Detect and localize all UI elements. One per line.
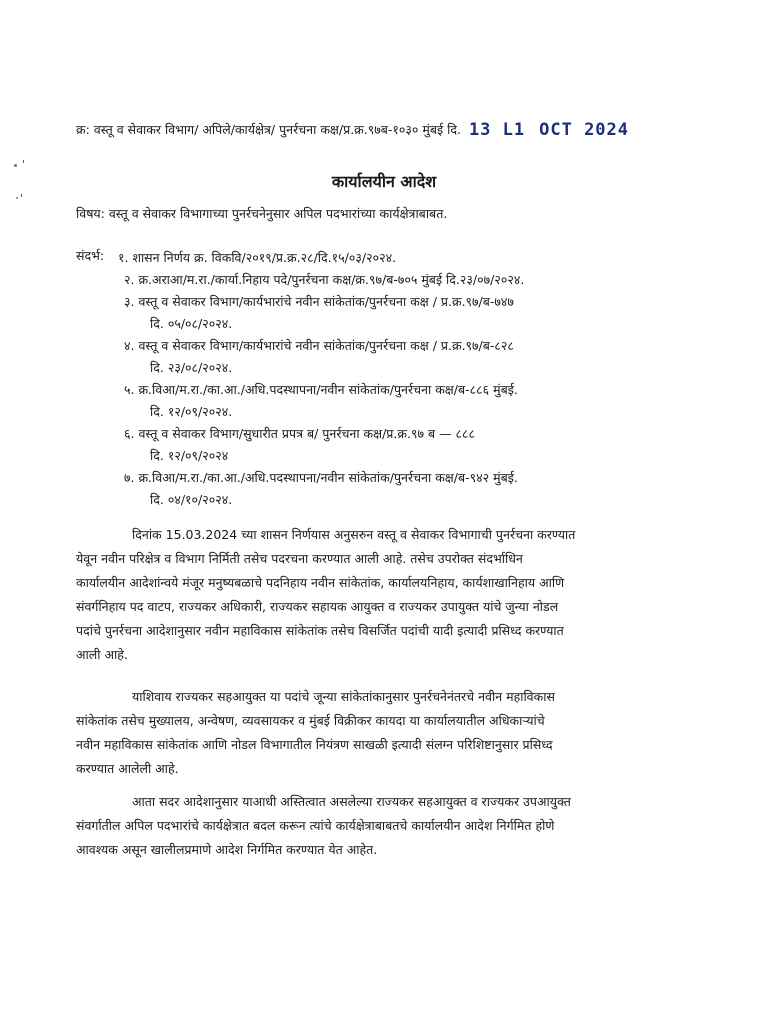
subject-line: विषय: वस्तू व सेवाकर विभागाच्या पुनर्रचनेनुसार अपिल पदभारांच्या कार्यक्षेत्राबाबत. xyxy=(76,206,448,221)
paragraph-line: संवर्गनिहाय पद वाटप, राज्यकर अधिकारी, राज्यकर सहायक आयुक्त व राज्यकर उपायुक्त यांचे जुन्या नोडल xyxy=(76,599,559,614)
body-paragraph-3 xyxy=(76,790,708,862)
paragraph-line: येवून नवीन परिक्षेत्र व विभाग निर्मिती तसेच पदरचना करण्यात आली आहे. तसेच उपरोक्त संदर्भाधिन xyxy=(76,551,523,566)
reference-date: दि. १२/०९/२०२४. xyxy=(150,404,233,419)
reference-text: ६. वस्तू व सेवाकर विभाग/सुधारीत प्रपत्र ब/ पुनर्रचना कक्ष/प्र.क्र.९७ ब — ८८८ xyxy=(124,426,476,441)
reference-item xyxy=(118,291,718,335)
paragraph-line: करण्यात आलेली आहे. xyxy=(76,761,179,776)
body-paragraph-2 xyxy=(76,685,708,781)
paragraph-line: आली आहे. xyxy=(76,647,128,662)
order-heading: कार्यालयीन आदेश xyxy=(331,172,437,191)
paragraph-line: पदांचे पुनर्रचना आदेशानुसार नवीन महाविकास सांकेतांक तसेच विसर्जित पदांची यादी इत्यादी प्रसिध्द करण्यात xyxy=(76,623,564,638)
scan-speck xyxy=(16,197,18,199)
paragraph-line: नवीन महाविकास सांकेतांक आणि नोडल विभागातील नियंत्रण साखळी इत्यादी संलग्न परिशिष्टानुसार प्रसिध्द xyxy=(76,737,553,752)
paragraph-line: दिनांक 15.03.2024 च्या शासन निर्णयास अनुसरुन वस्तू व सेवाकर विभागाची पुनर्रचना करण्यात xyxy=(132,527,576,542)
references-list xyxy=(118,247,718,511)
body-paragraph-1 xyxy=(76,523,708,667)
date-stamp-day: 13 L1 xyxy=(468,120,526,140)
reference-date: दि. १२/०९/२०२४ xyxy=(150,448,229,463)
margin-mark-middle: ' xyxy=(20,192,24,205)
reference-item xyxy=(118,247,718,269)
paragraph-line: कार्यालयीन आदेशांन्वये मंजूर मनुष्यबळाचे पदनिहाय नवीन सांकेतांक, कार्यालयनिहाय, कार्यशाखानिहाय आणि xyxy=(76,575,565,590)
paragraph-line: याशिवाय राज्यकर सहआयुक्त या पदांचे जून्या सांकेतांकानुसार पुनर्रचनेनंतरचे नवीन महाविकास xyxy=(132,689,555,704)
reference-item xyxy=(118,269,718,291)
reference-item xyxy=(118,467,718,511)
reference-text: ७. क्र.विआ/म.रा./का.आ./अधि.पदस्थापना/नवीन सांकेतांक/पुनर्रचना कक्ष/ब-९४२ मुंबई. xyxy=(124,470,518,485)
paragraph-line: आवश्यक असून खालीलप्रमाणे आदेश निर्गमित करण्यात येत आहेत. xyxy=(76,842,378,857)
reference-item xyxy=(118,423,718,467)
date-stamp xyxy=(469,121,629,139)
reference-number-text: क्र: वस्तू व सेवाकर विभाग/ अपिले/कार्यक्षेत्र/ पुनर्रचना कक्ष/प्र.क्र.९७ब-१०३० मुंबई दि. xyxy=(76,122,461,137)
reference-text: ४. वस्तू व सेवाकर विभाग/कार्यभारांचे नवीन सांकेतांक/पुनर्रचना कक्ष / प्र.क्र.९७/ब-८२८ xyxy=(124,338,514,353)
reference-text: १. शासन निर्णय क्र. विकवि/२०१९/प्र.क्र.२८/दि.१५/०३/२०२४. xyxy=(118,250,397,265)
reference-date: दि. ०४/१०/२०२४. xyxy=(150,492,233,507)
reference-text: ३. वस्तू व सेवाकर विभाग/कार्यभारांचे नवीन सांकेतांक/पुनर्रचना कक्ष / प्र.क्र.९७/ब-७४७ xyxy=(124,294,514,309)
paragraph-line: सांकेतांक तसेच मुख्यालय, अन्वेषण, व्यवसायकर व मुंबई विक्रीकर कायदा या कार्यालयातील अधिकाऱ्यांचे xyxy=(76,713,545,728)
reference-date: दि. २३/०८/२०२४. xyxy=(150,360,233,375)
reference-number-line xyxy=(76,120,716,139)
reference-text: २. क्र.अराआ/म.रा./कार्या.निहाय पदे/पुनर्रचना कक्ष/क्र.९७/ब-७०५ मुंबई दि.२३/०७/२०२४. xyxy=(124,272,525,287)
paragraph-line: आता सदर आदेशानुसार याआधी अस्तित्वात असलेल्या राज्यकर सहआयुक्त व राज्यकर उपआयुक्त xyxy=(132,794,571,809)
margin-mark-top: ' xyxy=(22,158,26,171)
scan-speck xyxy=(14,164,17,167)
reference-text: ५. क्र.विआ/म.रा./का.आ./अधि.पदस्थापना/नवीन सांकेतांक/पुनर्रचना कक्ष/ब-८८६ मुंबई. xyxy=(124,382,518,397)
date-stamp-month-year: OCT 2024 xyxy=(539,120,630,140)
references-label: संदर्भ: xyxy=(76,248,105,263)
paragraph-line: संवर्गातील अपिल पदभारांचे कार्यक्षेत्रात बदल करून त्यांचे कार्यक्षेत्राबाबतचे कार्यालयीन आदेश निर्गमित होणे xyxy=(76,818,555,833)
reference-item xyxy=(118,335,718,379)
reference-item xyxy=(118,379,718,423)
reference-date: दि. ०५/०८/२०२४. xyxy=(150,316,233,331)
